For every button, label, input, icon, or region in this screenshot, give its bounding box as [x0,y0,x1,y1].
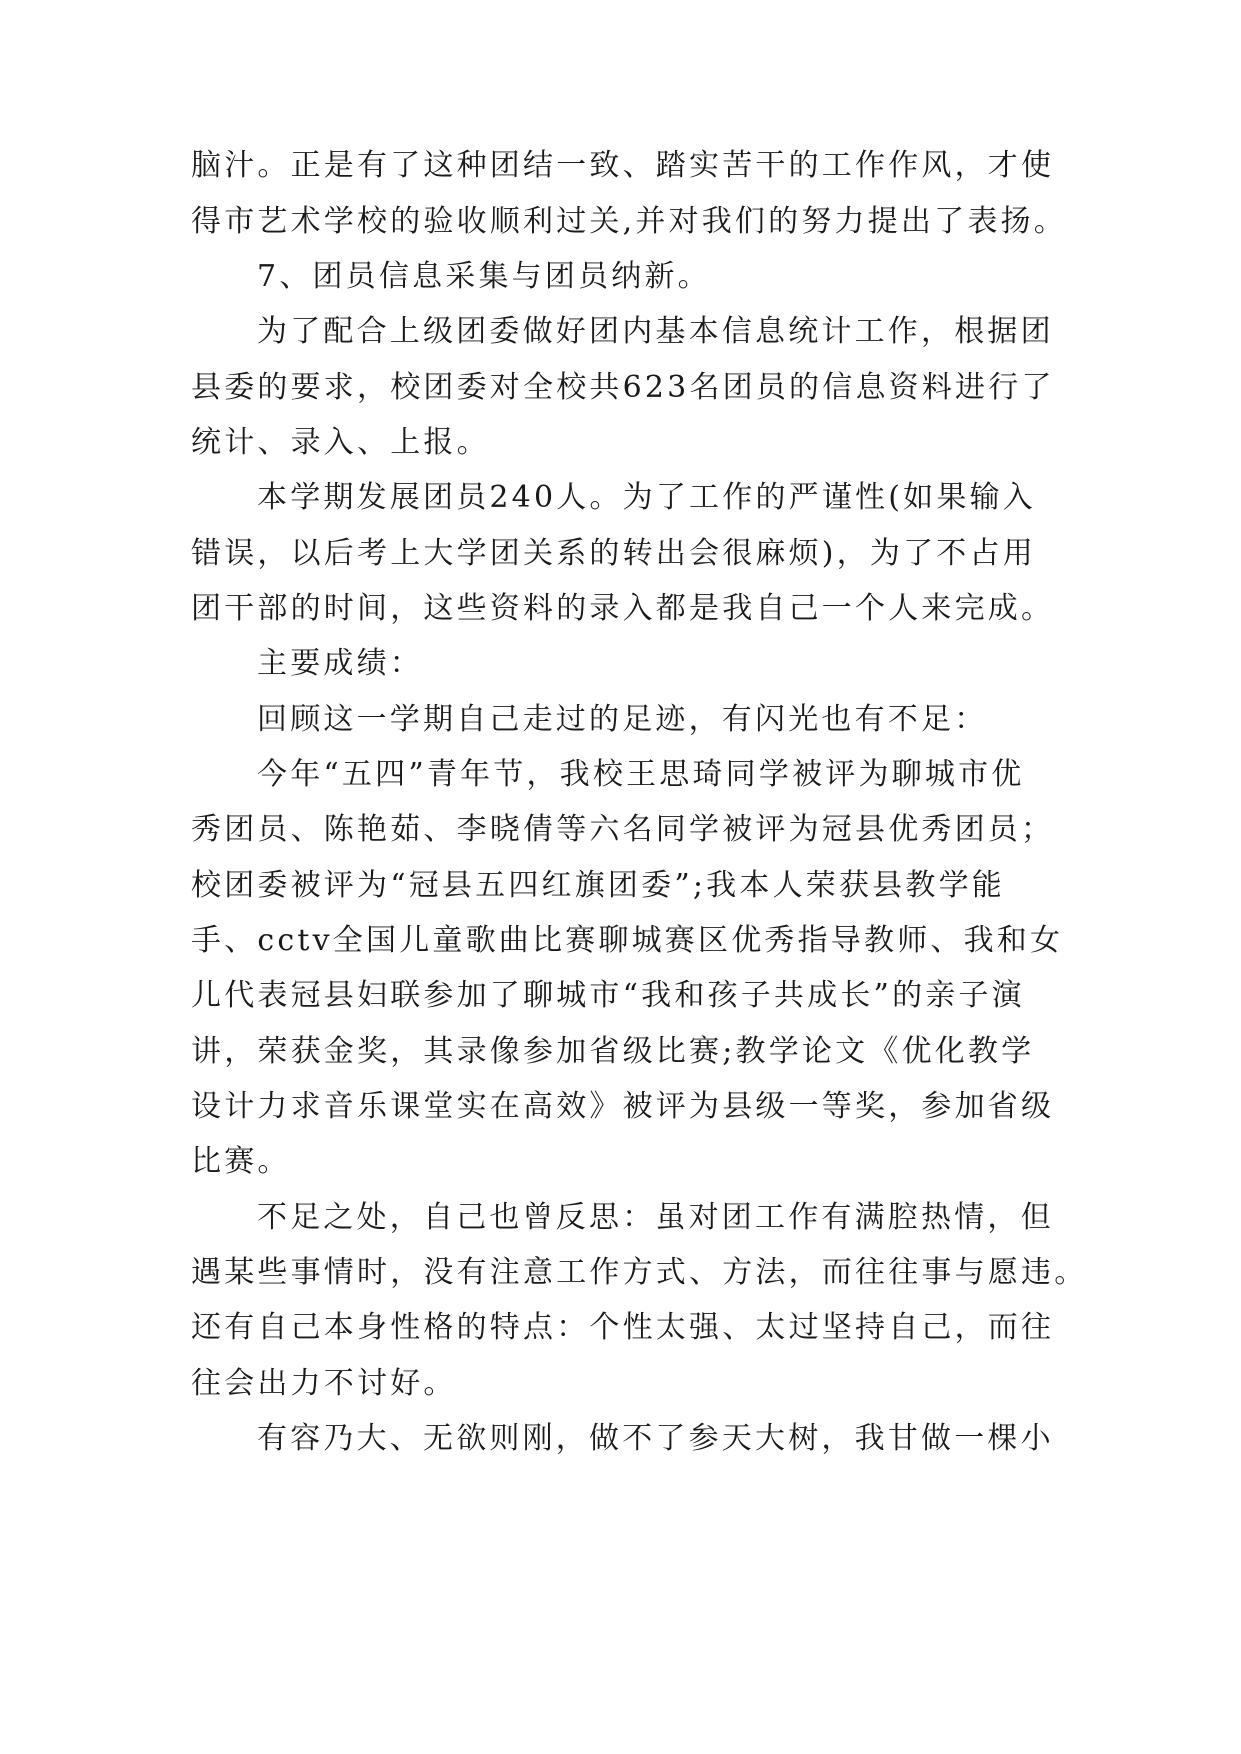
text-line: 往会出力不讨好。 [191,1366,457,1401]
text-line: 团干部的时间，这些资料的录入都是我自己一个人来完成。 [191,591,1055,626]
text-line: 本学期发展团员240人。为了工作的严谨性(如果输入 [257,480,1036,515]
text-line: 7、团员信息采集与团员纳新。 [257,259,711,294]
text-line: 统计、录入、上报。 [191,425,490,460]
text-line: 不足之处，自己也曾反思：虽对团工作有满腔热情，但 [257,1200,1054,1235]
text-line: 设计力求音乐课堂实在高效》被评为县级一等奖，参加省级 [191,1089,1055,1124]
text-line: 县委的要求，校团委对全校共623名团员的信息资料进行了 [191,370,1055,405]
text-line: 回顾这一学期自己走过的足迹，有闪光也有不足： [257,702,988,737]
text-line: 今年“五四”青年节，我校王思琦同学被评为聊城市优 [257,757,1025,792]
text-line: 主要成绩： [257,646,423,681]
text-line: 为了配合上级团委做好团内基本信息统计工作，根据团 [257,314,1054,349]
text-line: 校团委被评为“冠县五四红旗团委”;我本人荣获县教学能 [191,868,1005,903]
text-line: 错误，以后考上大学团关系的转出会很麻烦)，为了不占用 [191,536,1036,571]
text-line: 手、cctv全国儿童歌曲比赛聊城赛区优秀指导教师、我和女 [191,923,1064,958]
text-line: 讲，荣获金奖，其录像参加省级比赛;教学论文《优化教学 [191,1034,1035,1069]
text-line: 脑汁。正是有了这种团结一致、踏实苦干的工作作风，才使 [191,148,1055,183]
text-line: 儿代表冠县妇联参加了聊城市“我和孩子共成长”的亲子演 [191,978,1025,1013]
text-line: 还有自己本身性格的特点：个性太强、太过坚持自己，而往 [191,1310,1055,1345]
text-line: 秀团员、陈艳茹、李晓倩等六名同学被评为冠县优秀团员； [191,812,1055,847]
text-line: 比赛。 [191,1144,291,1179]
text-line: 遇某些事情时，没有注意工作方式、方法，而往往事与愿违。 [191,1255,1088,1290]
text-line: 得市艺术学校的验收顺利过关,并对我们的努力提出了表扬。 [191,204,1067,239]
text-line: 有容乃大、无欲则刚，做不了参天大树，我甘做一棵小 [257,1421,1054,1456]
